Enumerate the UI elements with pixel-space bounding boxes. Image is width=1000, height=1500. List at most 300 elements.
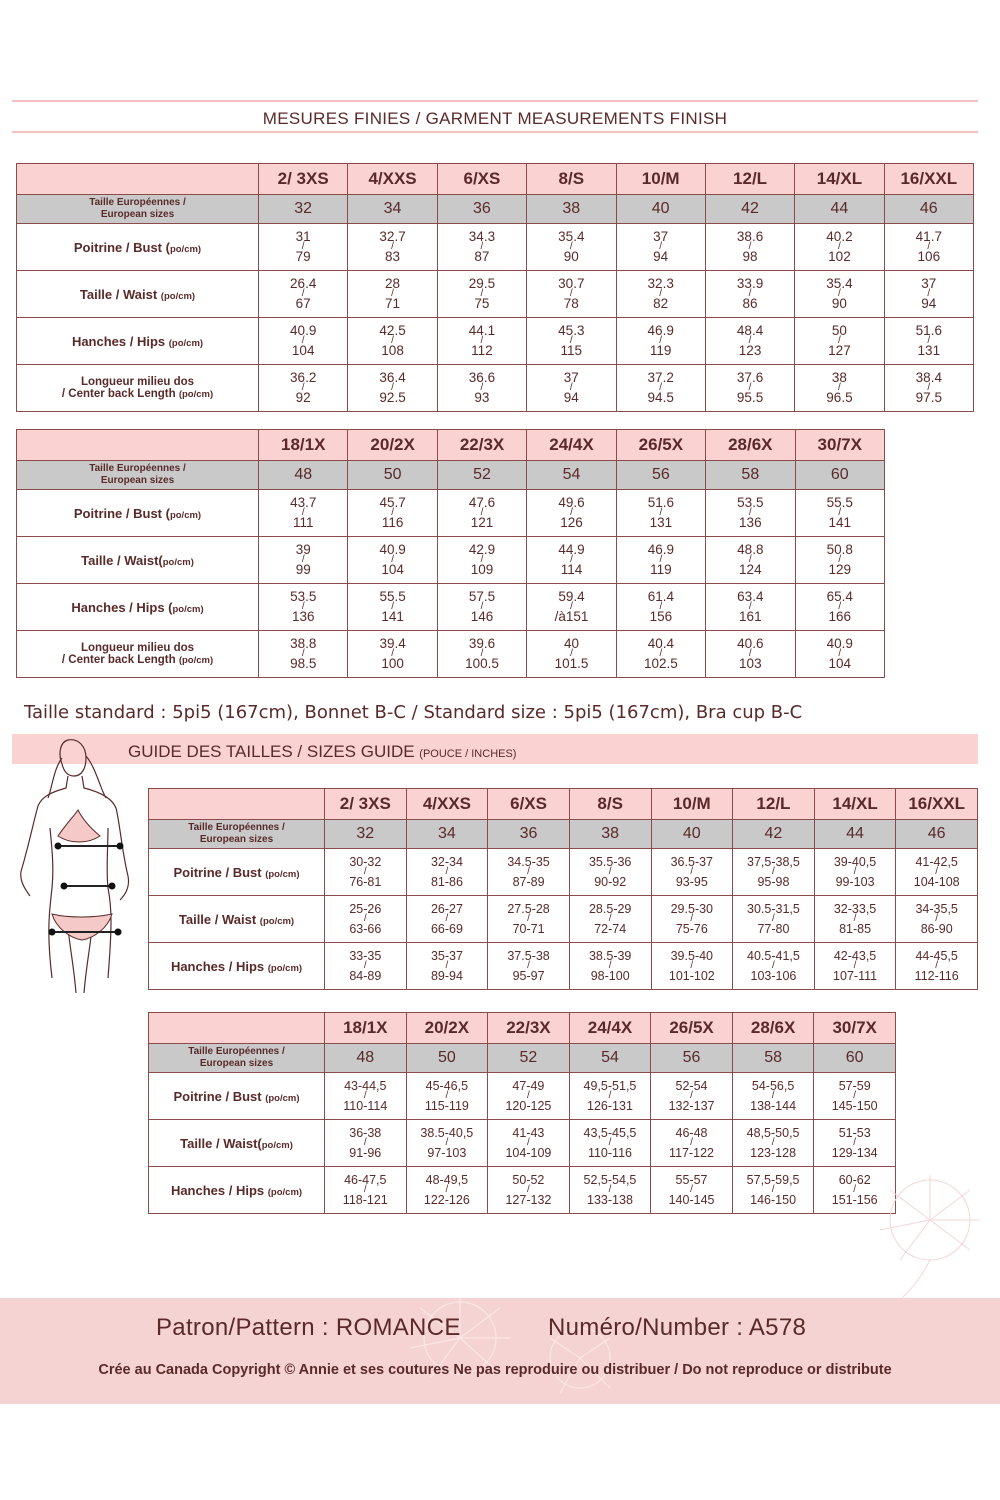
value-separator: / <box>301 288 305 299</box>
inch-value: 30.5-31,5 <box>747 902 800 916</box>
size-guide-table-1 <box>148 788 978 990</box>
top-divider <box>12 100 978 102</box>
european-size-cell: 46 <box>884 195 973 224</box>
measurement-unit: (po/cm) <box>178 389 214 400</box>
measurement-label <box>149 1073 325 1120</box>
measurement-cell <box>896 943 978 990</box>
value-separator: / <box>480 648 484 659</box>
cm-value: 161 <box>739 609 762 624</box>
measurement-cell <box>325 1073 407 1120</box>
inch-value: 40.5-41,5 <box>747 949 800 963</box>
cm-value: 141 <box>381 609 404 624</box>
european-sizes-label <box>17 461 259 490</box>
measurement-cell <box>814 1073 896 1120</box>
inch-value: 36.4 <box>379 370 406 385</box>
measurement-cell <box>259 490 348 537</box>
measurement-label-text: Poitrine / Bust <box>173 1088 266 1104</box>
cm-value: 93 <box>474 390 490 405</box>
value-separator: / <box>391 507 395 518</box>
cm-value: 119 <box>649 343 672 358</box>
value-separator: / <box>569 288 573 299</box>
value-separator: / <box>608 913 612 924</box>
value-separator: / <box>391 601 395 612</box>
measurement-cell <box>616 584 705 631</box>
measurement-row <box>17 490 885 537</box>
measurement-label <box>149 849 325 896</box>
european-size-cell: 32 <box>325 820 407 849</box>
cm-value: 119 <box>650 562 672 577</box>
cm-value: 136 <box>291 609 315 624</box>
standard-size-note: Taille standard : 5pi5 (167cm), Bonnet B-C / Standard size : 5pi5 (167cm), Bra cup B-C <box>24 702 803 723</box>
inch-value: 53.5 <box>290 589 317 604</box>
european-size-cell: 46 <box>896 820 978 849</box>
inch-value: 50.8 <box>826 542 853 557</box>
value-separator: / <box>363 960 367 971</box>
inch-value: 44.9 <box>558 542 585 557</box>
cm-value: 127-132 <box>505 1193 552 1207</box>
measurement-label <box>149 943 325 990</box>
pattern-number: Numéro/Number : A578 <box>548 1314 807 1341</box>
measurement-row <box>149 896 978 943</box>
cm-value: 126 <box>560 515 583 530</box>
measurement-row <box>17 631 885 678</box>
measurement-unit: (po/cm) <box>259 915 295 927</box>
measurement-cell <box>569 896 651 943</box>
value-separator: / <box>772 913 775 924</box>
inch-value: 30.7 <box>558 276 585 291</box>
inch-value: 48.4 <box>736 323 764 338</box>
measurement-cell <box>259 365 348 412</box>
cm-value: /à151 <box>554 609 589 624</box>
value-separator: / <box>527 866 530 877</box>
measurement-cell <box>651 943 733 990</box>
inch-value: 46.9 <box>647 542 675 557</box>
value-separator: / <box>690 1184 693 1195</box>
size-header: 28/6X <box>706 430 795 461</box>
cm-value: 104-108 <box>913 875 960 889</box>
inch-value: 35.4 <box>558 229 585 244</box>
measurement-unit: po/cm) <box>162 556 194 568</box>
european-size-cell: 50 <box>348 461 437 490</box>
measurement-cell <box>437 365 526 412</box>
measurement-row <box>17 271 974 318</box>
size-header: 30/7X <box>814 1013 896 1044</box>
cm-value: 84-89 <box>349 969 382 983</box>
measurement-cell <box>616 224 705 271</box>
value-separator: / <box>927 241 931 252</box>
measurement-label <box>17 365 259 412</box>
measurement-cell <box>795 537 884 584</box>
cm-value: 101-102 <box>668 969 715 983</box>
inch-value: 55-57 <box>675 1173 708 1187</box>
cm-value: 99 <box>295 562 311 577</box>
inch-value: 37.6 <box>736 370 764 385</box>
european-sizes-label-line: European sizes <box>199 834 274 845</box>
european-size-cell: 58 <box>706 461 795 490</box>
measurement-cell <box>437 631 526 678</box>
value-separator: / <box>527 1090 530 1101</box>
cm-value: 86 <box>742 296 758 311</box>
measurement-cell <box>348 631 437 678</box>
inch-value: 52-54 <box>675 1079 708 1093</box>
measurement-row <box>149 1120 896 1167</box>
size-header: 22/3X <box>437 430 526 461</box>
inch-value: 37 <box>921 276 937 291</box>
pattern-name: Patron/Pattern : ROMANCE <box>156 1314 461 1341</box>
cm-value: 140-145 <box>668 1193 715 1207</box>
cm-value: 95.5 <box>736 390 764 405</box>
cm-value: 112 <box>471 343 493 358</box>
measurement-cell <box>488 943 570 990</box>
inch-value: 40.9 <box>379 542 406 557</box>
inch-value: 42.9 <box>468 542 496 557</box>
inch-value: 61.4 <box>647 589 675 604</box>
measurement-cell <box>527 318 616 365</box>
measurement-cell <box>795 318 884 365</box>
value-separator: / <box>363 1090 367 1101</box>
measurement-cell <box>884 224 973 271</box>
cm-value: 86-90 <box>920 922 953 936</box>
value-separator: / <box>748 288 752 299</box>
measurement-cell <box>259 271 348 318</box>
cm-value: 114 <box>560 562 583 577</box>
measurement-label-line-1: Longueur milieu dos <box>80 376 195 388</box>
value-separator: / <box>690 866 694 877</box>
cm-value: 71 <box>385 296 401 311</box>
table-corner <box>149 1013 325 1044</box>
measurement-cell <box>795 271 884 318</box>
measurement-label-text: Taille / Waist( <box>81 552 163 568</box>
european-sizes-label-line: Taille Européennes / <box>89 463 186 474</box>
size-header: 2/ 3XS <box>325 789 407 820</box>
inch-value: 33.9 <box>736 276 764 291</box>
european-size-cell: 36 <box>437 195 526 224</box>
inch-value: 63.4 <box>737 589 764 604</box>
measurement-cell <box>488 849 570 896</box>
measurement-cell <box>569 1120 651 1167</box>
value-separator: / <box>838 288 841 299</box>
value-separator: / <box>445 960 449 971</box>
measurement-label <box>17 584 259 631</box>
value-separator: / <box>838 507 842 518</box>
inch-value: 26-27 <box>430 902 463 916</box>
measurement-row <box>17 365 974 412</box>
measurement-cell <box>616 631 705 678</box>
cm-value: 102 <box>828 249 851 264</box>
measurement-unit: (po/cm) <box>178 655 214 666</box>
cm-value: 76-81 <box>349 875 382 889</box>
cm-value: 99-103 <box>835 875 875 889</box>
measurement-cell <box>896 849 978 896</box>
european-size-cell: 38 <box>527 195 616 224</box>
value-separator: / <box>853 913 857 924</box>
inch-value: 29.5-30 <box>670 902 714 916</box>
measurement-unit: (po/cm) <box>160 290 196 302</box>
measurement-cell <box>616 318 705 365</box>
measurement-cell <box>569 1073 651 1120</box>
measurement-cell <box>348 490 437 537</box>
cm-value: 90-92 <box>594 875 627 889</box>
measurement-cell <box>732 1120 814 1167</box>
measurement-label-line-2 <box>17 654 258 666</box>
european-size-cell: 50 <box>406 1044 488 1073</box>
cm-value: 91-96 <box>349 1146 382 1160</box>
body-measurement-figure <box>8 728 148 993</box>
value-separator: / <box>363 1184 367 1195</box>
inch-value: 32-34 <box>430 855 463 869</box>
cm-value: 98.5 <box>290 656 317 671</box>
measurement-cell <box>348 584 437 631</box>
value-separator: / <box>608 960 612 971</box>
measurement-cell <box>814 896 896 943</box>
european-size-cell: 48 <box>325 1044 407 1073</box>
size-header: 24/4X <box>569 1013 651 1044</box>
measurement-cell <box>651 1167 733 1214</box>
cm-value: 82 <box>653 296 669 311</box>
inch-value: 35-37 <box>430 949 463 963</box>
inch-value: 48-49,5 <box>425 1173 469 1187</box>
inch-value: 39.4 <box>379 636 406 651</box>
measurement-cell <box>437 490 526 537</box>
cm-value: 89-94 <box>430 969 463 983</box>
value-separator: / <box>445 1184 449 1195</box>
measurement-row <box>17 224 974 271</box>
inch-value: 40 <box>563 636 579 651</box>
inch-value: 36-38 <box>349 1126 382 1140</box>
value-separator: / <box>608 866 612 877</box>
value-separator: / <box>527 960 530 971</box>
cm-value: 146 <box>470 609 494 624</box>
cm-value: 116 <box>381 515 404 530</box>
measurement-cell <box>527 224 616 271</box>
value-separator: / <box>301 554 305 565</box>
inch-value: 40.4 <box>647 636 675 651</box>
measurement-cell <box>814 849 896 896</box>
inch-value: 35.5-36 <box>588 855 632 869</box>
cm-value: 123 <box>738 343 762 358</box>
cm-value: 124 <box>739 562 762 577</box>
measurement-cell <box>406 1120 488 1167</box>
measurement-cell <box>732 1073 814 1120</box>
measurement-cell <box>814 943 896 990</box>
measurement-cell <box>795 584 884 631</box>
european-size-cell: 40 <box>651 820 733 849</box>
measurement-cell <box>406 943 488 990</box>
finished-measurements-table-2 <box>16 429 885 678</box>
cm-value: 112-116 <box>914 969 959 983</box>
value-separator: / <box>935 866 939 877</box>
measurement-cell <box>437 224 526 271</box>
measurement-unit: (po/cm) <box>265 1092 300 1104</box>
value-separator: / <box>391 241 394 252</box>
european-size-cell: 34 <box>406 820 488 849</box>
cm-value: 96.5 <box>826 390 853 405</box>
european-size-cell: 60 <box>814 1044 896 1073</box>
value-separator: / <box>480 554 484 565</box>
cm-value: 104-109 <box>505 1146 552 1160</box>
value-separator: / <box>853 1090 857 1101</box>
value-separator: / <box>772 960 775 971</box>
value-separator: / <box>927 288 931 299</box>
european-size-cell: 52 <box>488 1044 570 1073</box>
european-sizes-label-line: European sizes <box>100 475 175 486</box>
cm-value: 72-74 <box>594 922 627 936</box>
table-corner <box>149 789 325 820</box>
size-header: 16/XXL <box>884 164 973 195</box>
value-separator: / <box>690 913 694 924</box>
value-separator: / <box>838 382 841 393</box>
value-separator: / <box>853 1184 857 1195</box>
value-separator: / <box>569 382 573 393</box>
value-separator: / <box>748 554 752 565</box>
cm-value: 78 <box>563 296 579 311</box>
cm-value: 132-137 <box>668 1099 715 1113</box>
cm-value: 66-69 <box>430 922 463 936</box>
measurement-cell <box>651 849 733 896</box>
value-separator: / <box>569 241 573 252</box>
size-header: 8/S <box>527 164 616 195</box>
cm-value: 81-86 <box>430 875 463 889</box>
size-header: 6/XS <box>437 164 526 195</box>
cm-value: 81-85 <box>839 922 872 936</box>
inch-value: 57.5 <box>468 589 496 604</box>
cm-value: 98-100 <box>590 969 630 983</box>
cm-value: 111 <box>292 515 314 530</box>
measurement-cell <box>795 490 884 537</box>
inch-value: 48.8 <box>737 542 764 557</box>
cm-value: 97.5 <box>915 390 942 405</box>
inch-value: 42-43,5 <box>833 949 877 963</box>
measurement-label-line-1: Longueur milieu dos <box>80 642 195 654</box>
cm-value: 166 <box>828 609 852 624</box>
cm-value: 120-125 <box>505 1099 552 1113</box>
value-separator: / <box>659 648 663 659</box>
size-header: 30/7X <box>795 430 884 461</box>
measurement-row <box>149 849 978 896</box>
measurement-label <box>149 1120 325 1167</box>
cm-value: 67 <box>295 296 311 311</box>
cm-value: 129-134 <box>831 1146 878 1160</box>
measurement-unit: (po/cm) <box>267 1186 303 1198</box>
size-header: 28/6X <box>732 1013 814 1044</box>
value-separator: / <box>391 288 394 299</box>
size-header: 20/2X <box>406 1013 488 1044</box>
value-separator: / <box>659 335 663 346</box>
cm-value: 103 <box>739 656 762 671</box>
value-separator: / <box>301 241 305 252</box>
measurement-cell <box>706 537 795 584</box>
cm-value: 100.5 <box>465 656 499 671</box>
european-sizes-label <box>17 195 259 224</box>
inch-value: 46-48 <box>675 1126 708 1140</box>
inch-value: 44.1 <box>468 323 496 338</box>
cm-value: 101.5 <box>554 656 589 671</box>
measurement-cell <box>896 896 978 943</box>
measurement-cell <box>527 490 616 537</box>
value-separator: / <box>838 554 842 565</box>
measurement-label <box>17 631 259 678</box>
measurement-cell <box>488 1073 570 1120</box>
measurement-cell <box>569 1167 651 1214</box>
value-separator: / <box>570 507 573 518</box>
table-corner <box>17 164 259 195</box>
measurement-cell <box>733 849 815 896</box>
measurement-unit: po/cm) <box>172 603 204 615</box>
cm-value: 92 <box>295 390 311 405</box>
measurement-cell <box>406 849 488 896</box>
cm-value: 100 <box>381 656 404 671</box>
finished-measurements-table-1 <box>16 163 974 412</box>
inch-value: 41.7 <box>915 229 942 244</box>
measurement-cell <box>884 318 973 365</box>
measurement-label-text: / Center back Length <box>61 654 179 666</box>
value-separator: / <box>527 1184 530 1195</box>
measurement-cell <box>705 224 794 271</box>
cm-value: 104 <box>381 562 404 577</box>
inch-value: 51-53 <box>838 1126 871 1140</box>
cm-value: 104 <box>828 656 852 671</box>
value-separator: / <box>445 913 449 924</box>
cm-value: 79 <box>295 249 311 264</box>
inch-value: 54-56,5 <box>751 1079 795 1093</box>
value-separator: / <box>838 335 841 346</box>
cm-value: 145-150 <box>831 1099 878 1113</box>
value-separator: / <box>659 241 663 252</box>
size-guide-table-2 <box>148 1012 896 1214</box>
measurement-cell <box>733 896 815 943</box>
measurement-label-text: / Center back Length <box>61 388 179 400</box>
cm-value: 75-76 <box>675 922 708 936</box>
inch-value: 55.5 <box>379 589 406 604</box>
measurement-cell <box>527 631 616 678</box>
cm-value: 87-89 <box>512 875 545 889</box>
measurement-cell <box>706 490 795 537</box>
measurement-unit: (po/cm) <box>267 962 303 974</box>
value-separator: / <box>927 335 931 346</box>
cm-value: 115 <box>560 343 583 358</box>
size-header: 16/XXL <box>896 789 978 820</box>
value-separator: / <box>772 866 775 877</box>
cm-value: 108 <box>381 343 404 358</box>
measurement-label-text: Taille / Waist <box>178 911 260 927</box>
value-separator: / <box>659 554 663 565</box>
measurement-cell <box>705 318 794 365</box>
value-separator: / <box>301 601 305 612</box>
inch-value: 50-52 <box>512 1173 545 1187</box>
measurement-row <box>17 584 885 631</box>
size-header: 18/1X <box>259 430 348 461</box>
value-separator: / <box>480 288 484 299</box>
cm-value: 95-98 <box>757 875 790 889</box>
measurement-cell <box>527 584 616 631</box>
measurement-cell <box>616 537 705 584</box>
cm-value: 94.5 <box>647 390 674 405</box>
inch-value: 40.9 <box>290 323 317 338</box>
measurement-row <box>149 1167 896 1214</box>
measurement-label-text: Taille / Waist <box>79 286 161 302</box>
measurement-cell <box>406 1073 488 1120</box>
value-separator: / <box>363 1137 367 1148</box>
inch-value: 38.6 <box>736 229 764 244</box>
value-separator: / <box>480 507 484 518</box>
measurement-label <box>17 271 259 318</box>
cm-value: 97-103 <box>427 1146 467 1160</box>
measurement-cell <box>348 537 437 584</box>
inch-value: 34.5-35 <box>507 855 550 869</box>
value-separator: / <box>748 241 752 252</box>
inch-value: 65.4 <box>826 589 853 604</box>
inch-value: 30-32 <box>349 855 382 869</box>
